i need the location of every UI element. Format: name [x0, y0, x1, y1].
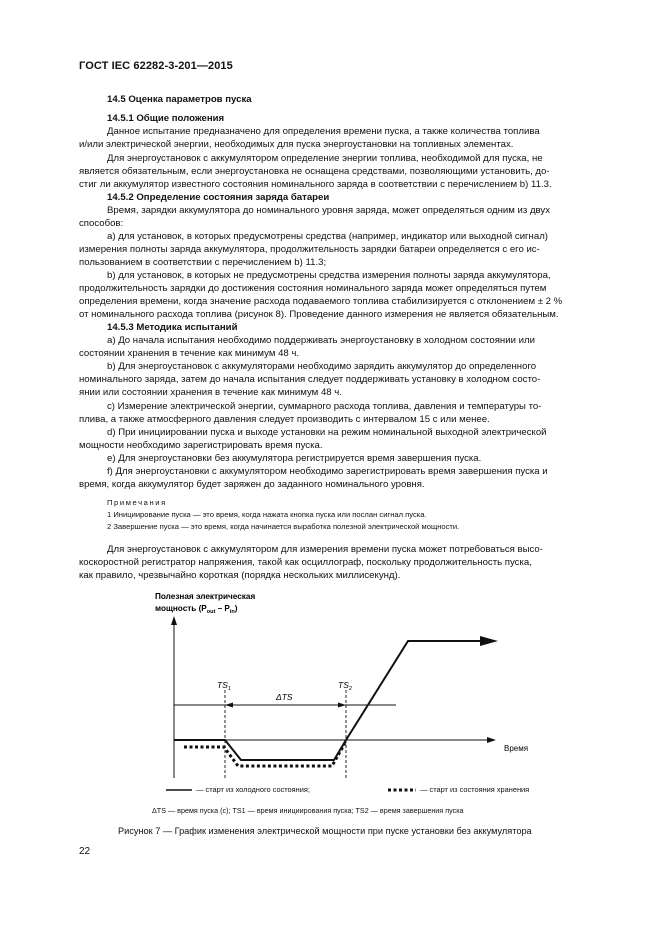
paragraph-line: и/или электрической энергии, необходимых для пуска энергоустановки на топливных элементах. — [79, 139, 514, 150]
legend-storage-start-label: — старт из состояния хранения — [420, 785, 530, 794]
paragraph-line: от номинального расхода топлива (рисунок 8). Проведение данного измерения не является обязательным. — [79, 309, 559, 320]
paragraph-line: b) Для энергоустановок с аккумуляторами необходимо зарядить аккумулятор до определенного — [107, 361, 537, 372]
delta-ts-label: ΔTS — [276, 692, 293, 702]
paragraph-line: а) До начала испытания необходимо поддерживать энергоустановку в холодном состоянии или — [107, 335, 535, 346]
storage-start-curve — [184, 743, 345, 766]
document-header: ГОСТ IEC 62282-3-201—2015 — [79, 60, 233, 72]
cold-start-curve — [174, 641, 480, 760]
legend-cold-start-label: — старт из холодного состояния; — [196, 785, 310, 794]
paragraph-line: Для энергоустановок с аккумулятором для измерения времени пуска может потребоваться высо- — [107, 544, 543, 555]
section-14-5-title: 14.5 Оценка параметров пуска — [107, 94, 252, 105]
figure-caption: Рисунок 7 — График изменения электрической мощности при пуске установки без аккумулятора — [118, 826, 532, 836]
paragraph-line: пользованием в соответствии с перечислением b) 11.3; — [79, 257, 327, 268]
paragraph-line: состоянии хранения в течение как минимум 48 ч. — [79, 348, 300, 359]
paragraph-line: мощности необходимо зарегистрировать время пуска. — [79, 440, 323, 451]
section-14-5-2-title: 14.5.2 Определение состояния заряда батареи — [107, 192, 330, 203]
paragraph-line: Время, зарядки аккумулятора до номинального уровня заряда, может определяться одним из двух — [107, 205, 551, 216]
x-axis-arrow-icon — [487, 737, 496, 743]
section-14-5-3-title: 14.5.3 Методика испытаний — [107, 322, 238, 333]
section-14-5-1-title: 14.5.1 Общие положения — [107, 113, 225, 124]
paragraph-line: Для энергоустановок с аккумулятором определение энергии топлива, необходимой для пуска, не — [107, 153, 543, 164]
delta-ts-left-arrow-icon — [225, 703, 233, 708]
paragraph-line: плива, а также атмосферного давления следует производить с интервалом 15 с или менее. — [79, 414, 490, 425]
paragraph-line: определения времени, когда значение расхода подаваемого топлива стабилизируется с отклонением ± 2 % — [79, 296, 563, 307]
paragraph-line: как правило, чрезвычайно короткая (порядка нескольких миллисекунд). — [79, 570, 401, 581]
paragraph-line: коскоростной регистратор напряжения, такой как осциллограф, поскольку продолжительность пуска, — [79, 557, 532, 568]
paragraph-line: измерения полноты заряда аккумулятора, продолжительность зарядки батареи определяется с его ис- — [79, 244, 540, 255]
paragraph-line: стиг ли аккумулятор известного состояния номинального заряда в соответствии с перечислением b) 11.3. — [79, 179, 552, 190]
y-axis-arrow-icon — [171, 616, 177, 625]
paragraph-line: f) Для энергоустановки с аккумулятором необходимо зарегистрировать время завершения пуска и — [107, 466, 548, 477]
ts2-label: $TS_2$ — [338, 680, 352, 692]
note-1: 1 Инициирование пуска — это время, когда нажата кнопка пуска или послан сигнал пуска. — [107, 510, 427, 519]
notes-title: Примечания — [107, 498, 167, 507]
paragraph-line: продолжительность зарядки до достижения состояния номинального заряда может определяться путем — [79, 283, 547, 294]
paragraph-line: е) Для энергоустановки без аккумулятора регистрируется время завершения пуска. — [107, 453, 482, 464]
power-startup-graph — [150, 588, 530, 788]
paragraph-line: с) Измерение электрической энергии, суммарного расхода топлива, давления и температуры то- — [107, 401, 542, 412]
x-axis-label: Время — [504, 744, 529, 753]
paragraph-line: способов: — [79, 218, 124, 229]
legend-cold-start — [166, 785, 310, 794]
paragraph-line: время, когда аккумулятор будет заряжен до заданного номинального уровня. — [79, 479, 425, 490]
paragraph-line: номинального заряда, затем до начала испытания следует поддерживать установку в холодном состо- — [79, 374, 541, 385]
note-2: 2 Завершение пуска — это время, когда начинается выработка полезной электрической мощности. — [107, 522, 460, 531]
figure-definitions: ΔTS — время пуска (с); TS1 — время инициирования пуска; TS2 — время завершения пуска — [152, 806, 464, 815]
legend-solid-line-icon — [166, 787, 194, 793]
y-axis-label-line1: Полезная электрическая — [155, 592, 256, 601]
legend-storage-start — [388, 785, 529, 794]
paragraph-line: а) для установок, в которых предусмотрены средства (например, индикатор или выходной сигнал) — [107, 231, 548, 242]
ts1-label: $TS_1$ — [217, 680, 231, 692]
legend-dotted-line-icon — [388, 787, 418, 793]
paragraph-line: является обязательным, если энергоустановка не оснащена средствами, позволяющими установить, до- — [79, 166, 550, 177]
paragraph-line: Данное испытание предназначено для определения времени пуска, а также количества топлива — [107, 126, 540, 137]
curve-end-arrow-icon — [480, 636, 498, 646]
y-axis-label-line2: мощность $(P_{out} - P_{in})$ — [155, 604, 238, 615]
paragraph-line: янии или состоянии хранения в течение как минимум 48 ч. — [79, 387, 342, 398]
paragraph-line: b) для установок, в которых не предусмотрены средства измерения полноты заряда аккумулятора, — [107, 270, 551, 281]
page-number: 22 — [79, 846, 91, 857]
delta-ts-right-arrow-icon — [338, 703, 346, 708]
paragraph-line: d) При инициировании пуска и выходе установки на режим номинальной выходной электрической — [107, 427, 547, 438]
